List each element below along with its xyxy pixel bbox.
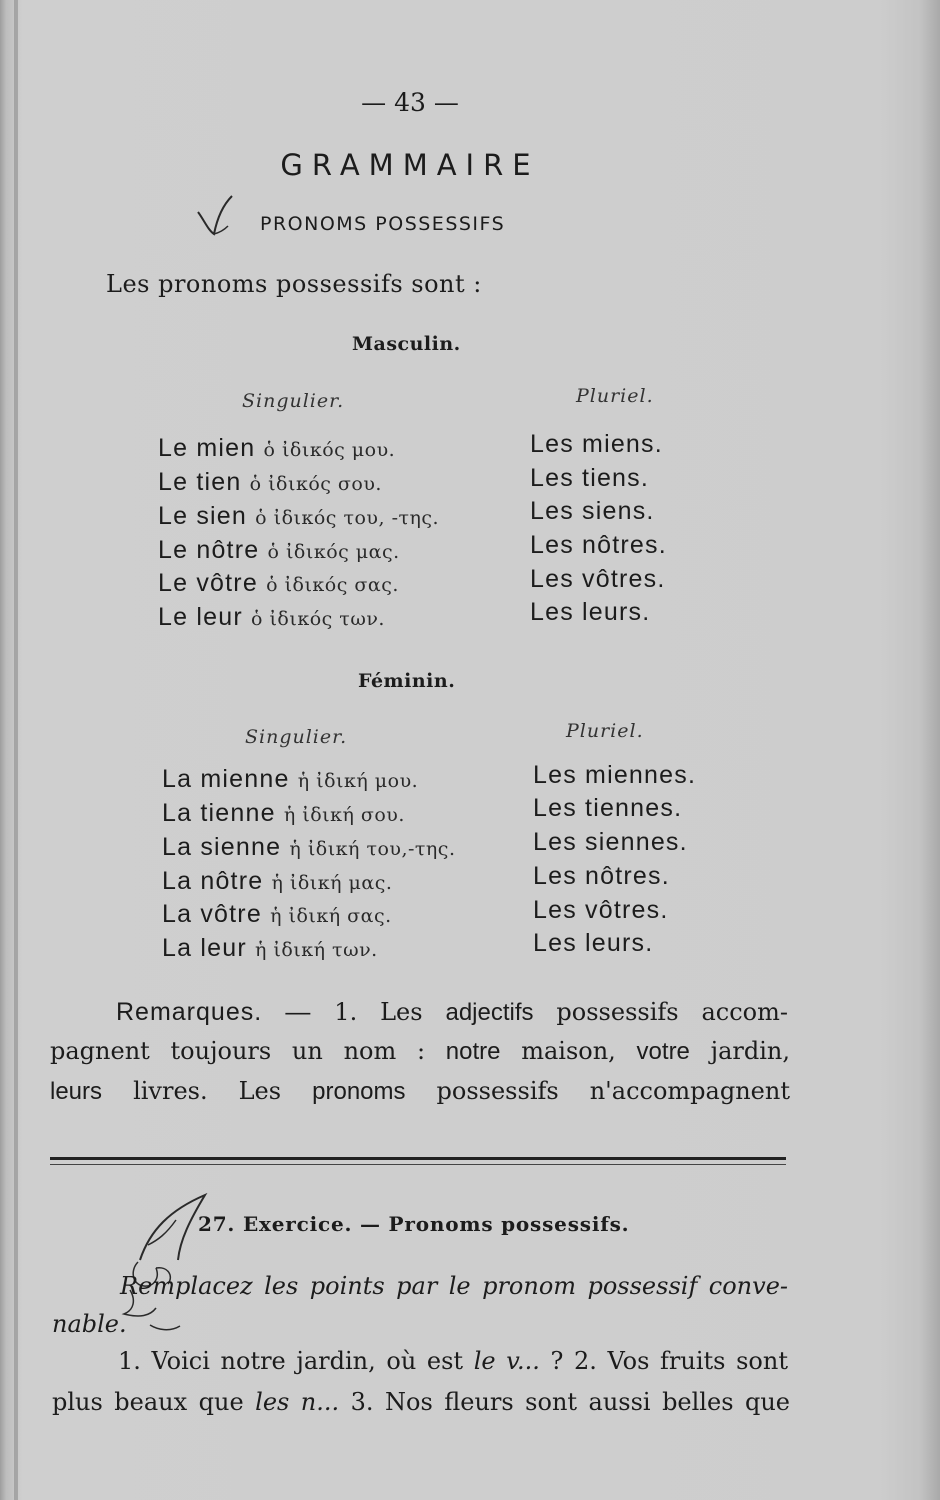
masculin-plural-6: Les leurs. xyxy=(530,598,651,626)
masculin-row-1 xyxy=(158,434,395,463)
masculin-singular-heading: Singulier. xyxy=(242,390,345,412)
singular-form: La nôtre xyxy=(162,867,264,895)
singular-form: Le vôtre xyxy=(158,569,258,597)
exercise-text: ? 2. Vos fruits sont xyxy=(550,1347,788,1375)
masculin-row-3 xyxy=(158,502,439,531)
greek-translation: ἡ ἰδική σας. xyxy=(270,905,392,927)
masculin-plural-1: Les miens. xyxy=(530,430,663,458)
exercise-title: 27. Exercice. — Pronoms possessifs. xyxy=(198,1212,630,1236)
masculin-row-5 xyxy=(158,569,399,598)
singular-form: La mienne xyxy=(162,765,290,793)
remarques-line-2 xyxy=(50,1037,790,1066)
page-title: GRAMMAIRE xyxy=(280,148,540,182)
masculin-row-4 xyxy=(158,536,400,565)
feminin-row-6 xyxy=(162,934,378,963)
remarques-emphasis: adjectifs xyxy=(445,999,534,1026)
exercise-instruction-end: nable. xyxy=(52,1310,127,1338)
greek-translation: ὁ ἰδικός μου. xyxy=(263,439,396,461)
remarques-emphasis: pronoms xyxy=(312,1078,406,1105)
greek-translation: ἡ ἰδική μας. xyxy=(271,872,393,894)
singular-form: Le leur xyxy=(158,603,243,631)
remarques-text: jardin, xyxy=(710,1037,790,1065)
feminin-plural-5: Les vôtres. xyxy=(533,896,669,924)
singular-form: Le mien xyxy=(158,434,256,462)
exercise-text: plus beaux que xyxy=(52,1388,244,1416)
feminin-row-2 xyxy=(162,799,405,828)
masculin-plural-2: Les tiens. xyxy=(530,464,650,492)
masculin-row-2 xyxy=(158,468,382,497)
singular-form: Le nôtre xyxy=(158,536,260,564)
exercise-line-1 xyxy=(118,1347,788,1375)
greek-translation: ὁ ἰδικός σου. xyxy=(249,473,382,495)
exercise-line-2 xyxy=(52,1388,790,1416)
remarques-line-3 xyxy=(50,1077,790,1106)
greek-translation: ἡ ἰδική των. xyxy=(255,939,378,961)
feminin-row-5 xyxy=(162,900,392,929)
greek-translation: ἡ ἰδική σου. xyxy=(283,804,405,826)
greek-translation: ὁ ἰδικός των. xyxy=(251,608,385,630)
page-spine-edge xyxy=(14,0,18,1500)
footnote-divider-thin xyxy=(50,1164,786,1165)
intro-text: Les pronoms possessifs sont : xyxy=(106,270,482,298)
remarques-emphasis: votre xyxy=(636,1038,690,1065)
masculin-plural-heading: Pluriel. xyxy=(576,385,654,407)
feminin-row-4 xyxy=(162,867,392,896)
remarques-text: possessifs n'accompagnent xyxy=(436,1077,790,1105)
masculin-heading: Masculin. xyxy=(352,333,461,355)
exercise-blank: le v... xyxy=(473,1347,540,1375)
remarques-text: livres. Les xyxy=(133,1077,282,1105)
masculin-plural-4: Les nôtres. xyxy=(530,531,667,559)
feminin-plural-2: Les tiennes. xyxy=(533,794,683,822)
feminin-row-1 xyxy=(162,765,418,794)
remarques-text: pagnent toujours un nom : xyxy=(50,1037,426,1065)
singular-form: Le sien xyxy=(158,502,248,530)
greek-translation: ἡ ἰδική του,-της. xyxy=(289,838,456,860)
feminin-plural-heading: Pluriel. xyxy=(566,720,644,742)
singular-form: Le tien xyxy=(158,468,242,496)
greek-translation: ἡ ἰδική μου. xyxy=(297,770,419,792)
singular-form: La tienne xyxy=(162,799,276,827)
exercise-text: 1. Voici notre jardin, où est xyxy=(118,1347,464,1375)
masculin-plural-5: Les vôtres. xyxy=(530,565,666,593)
feminin-plural-4: Les nôtres. xyxy=(533,862,670,890)
remarques-text: possessifs accom- xyxy=(556,998,788,1026)
masculin-row-6 xyxy=(158,603,385,632)
feminin-plural-3: Les siennes. xyxy=(533,828,688,856)
remarques-emphasis: leurs xyxy=(50,1078,103,1105)
exercise-text: 3. Nos fleurs sont aussi belles que xyxy=(350,1388,790,1416)
greek-translation: ὁ ἰδικός του, -της. xyxy=(255,507,440,529)
exercise-blank: les n... xyxy=(255,1388,340,1416)
singular-form: La leur xyxy=(162,934,247,962)
footnote-divider xyxy=(50,1157,786,1160)
remarques-line-1 xyxy=(116,998,788,1027)
remarques-text: 1. Les xyxy=(334,998,423,1026)
page-number: — 43 — xyxy=(361,88,459,117)
feminin-heading: Féminin. xyxy=(358,670,456,692)
remarques-lead: Remarques. — xyxy=(116,998,312,1026)
exercise-instruction: Remplacez les points par le pronom possessif conve- xyxy=(120,1272,788,1300)
feminin-singular-heading: Singulier. xyxy=(245,726,348,748)
singular-form: La sienne xyxy=(162,833,282,861)
remarques-emphasis: notre xyxy=(445,1038,501,1065)
greek-translation: ὁ ἰδικός σας. xyxy=(266,574,399,596)
feminin-row-3 xyxy=(162,833,456,862)
feminin-plural-6: Les leurs. xyxy=(533,929,654,957)
feminin-plural-1: Les miennes. xyxy=(533,761,697,789)
remarques-text: maison, xyxy=(521,1037,616,1065)
masculin-plural-3: Les siens. xyxy=(530,497,655,525)
section-heading: PRONOMS POSSESSIFS xyxy=(260,213,506,235)
singular-form: La vôtre xyxy=(162,900,262,928)
handwritten-check-mark-icon xyxy=(192,190,252,240)
greek-translation: ὁ ἰδικός μας. xyxy=(267,541,400,563)
